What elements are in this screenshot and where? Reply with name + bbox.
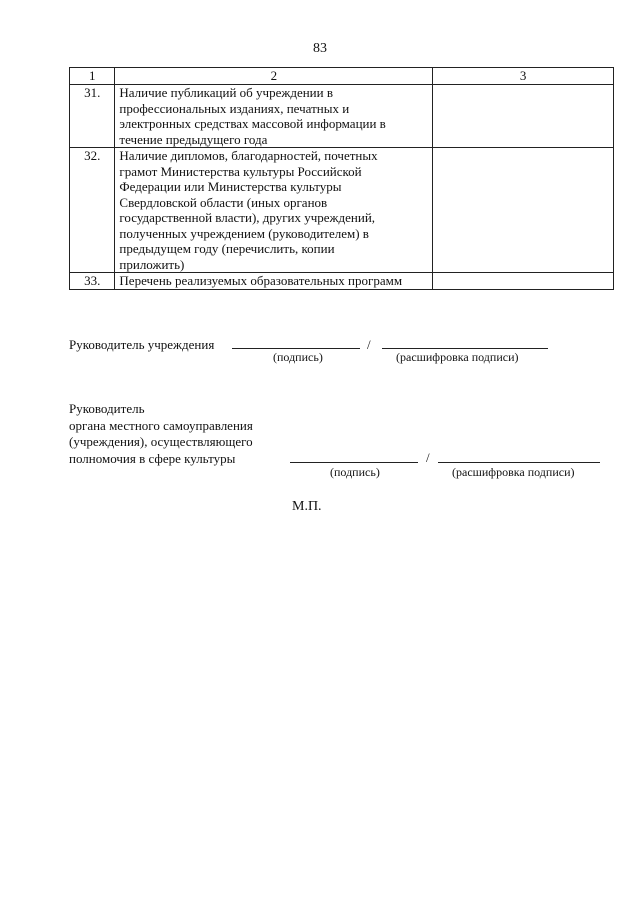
criteria-table — [69, 67, 614, 290]
description-line: полученных учреждением (руководителем) в — [119, 225, 369, 241]
column-header: 2 — [115, 68, 433, 85]
authority-head-label-line: полномочия в сфере культуры — [69, 451, 236, 466]
table-row — [70, 85, 614, 148]
row-value-cell — [433, 273, 614, 290]
description-line: приложить) — [119, 256, 185, 272]
row-value-cell — [433, 148, 614, 273]
authority-head-label-line: (учреждения), осуществляющего — [69, 434, 253, 449]
row-number: 32. — [70, 148, 115, 273]
signature-decode-line[interactable] — [438, 462, 600, 463]
signature-decode-line[interactable] — [382, 348, 548, 349]
authority-head-label-line: Руководитель — [69, 401, 145, 416]
description-line: грамот Министерства культуры Российской — [119, 163, 362, 179]
table-row — [70, 148, 614, 273]
column-header: 3 — [433, 68, 614, 85]
signature-caption: (подпись) — [273, 350, 323, 364]
authority-head-label-line: органа местного самоуправления — [69, 418, 253, 433]
row-description — [115, 148, 433, 273]
signature-line[interactable] — [232, 348, 360, 349]
page-number: 83 — [313, 41, 327, 56]
row-value-cell — [433, 85, 614, 148]
row-number: 31. — [70, 85, 115, 148]
row-number: 33. — [70, 273, 115, 290]
description-line: Федерации или Министерства культуры — [119, 179, 342, 194]
row-description — [115, 85, 433, 148]
description-line: Свердловской области (иных органов — [119, 194, 328, 210]
description-line: электронных средствах массовой информации в — [119, 116, 386, 131]
description-line: Наличие дипломов, благодарностей, почетных — [119, 148, 378, 163]
row-description — [115, 273, 433, 290]
description-line: предыдущем году (перечислить, копии — [119, 241, 335, 256]
stamp-place: М.П. — [292, 499, 322, 514]
table-header-row — [70, 68, 614, 85]
separator-slash: / — [367, 337, 371, 352]
description-line: профессиональных изданиях, печатных и — [119, 100, 350, 116]
table-row — [70, 273, 614, 290]
description-line: течение предыдущего года — [119, 131, 268, 147]
separator-slash: / — [426, 450, 430, 465]
signature-line[interactable] — [290, 462, 418, 463]
signature-caption: (подпись) — [330, 465, 380, 479]
signature-decode-caption: (расшифровка подписи) — [452, 465, 575, 479]
column-header: 1 — [70, 68, 115, 85]
signature-decode-caption: (расшифровка подписи) — [396, 350, 519, 364]
description-line: государственной власти), других учреждений, — [119, 210, 376, 225]
institution-head-label: Руководитель учреждения — [69, 337, 215, 352]
description-line: Перечень реализуемых образовательных программ — [119, 273, 403, 288]
description-line: Наличие публикаций об учреждении в — [119, 85, 333, 100]
